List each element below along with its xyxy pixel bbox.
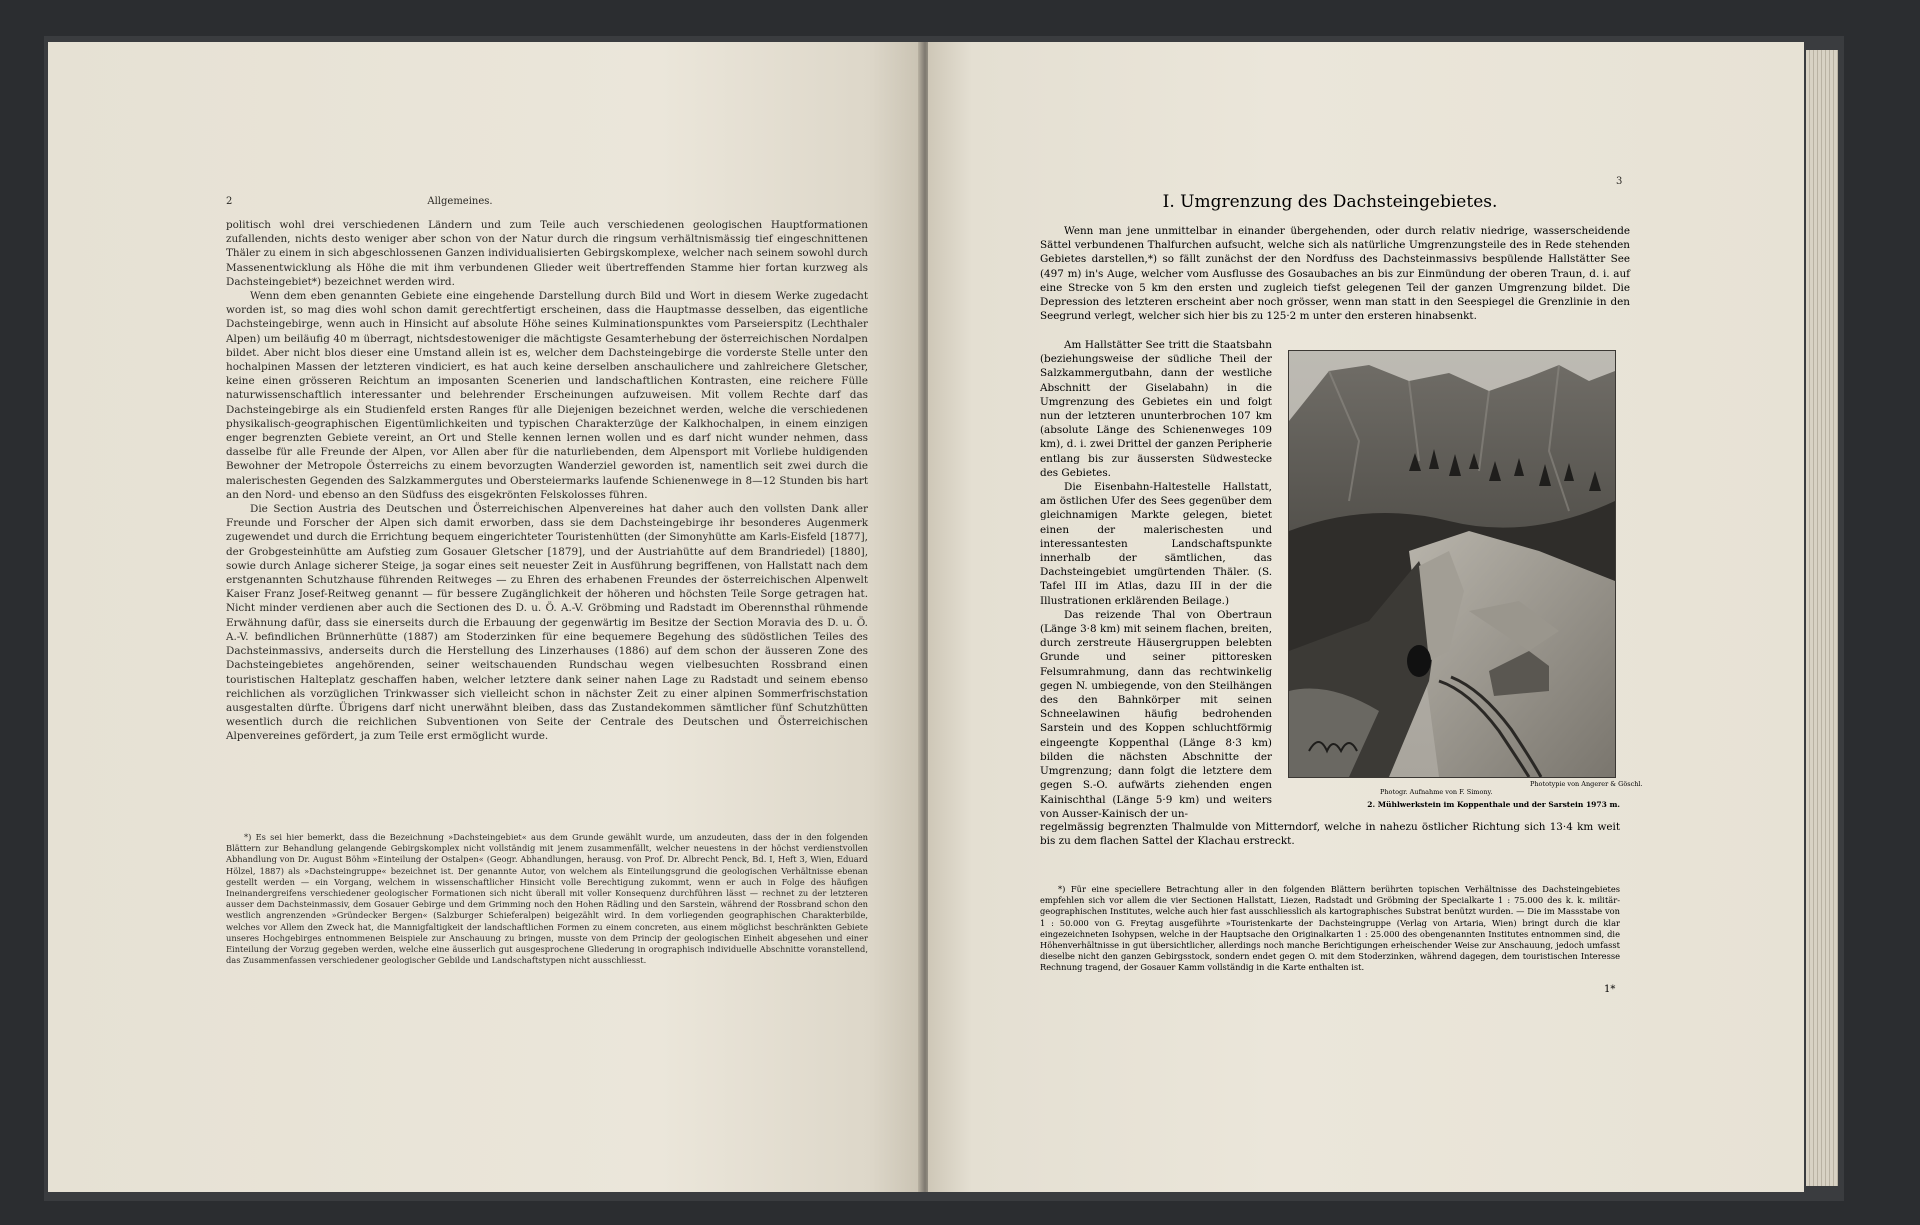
left-body-text	[226, 218, 868, 744]
signature-mark: 1*	[1604, 984, 1616, 995]
phototype-credit: Phototypie von Angerer & Göschl.	[1530, 780, 1643, 788]
right-footnote: *) Für eine speciellere Betrachtung aller in den folgenden Blättern berührten topischen Verhältnisse des Dachsteingebietes empfehlen sich vor allem die vier Sectionen Hallstatt, Liezen, Radstadt und Gröbming der Specialkarte 1 : 75.000 des k. k. militär-geographischen Institutes, welche auch hier fast ausschliesslich als kartographisches Substrat benützt wurden. — Die im Massstabe von 1 : 50.000 von G. Freytag ausgeführte »Touristenkarte der Dachsteingruppe (Verlag von Artaria, Wien) bringt durch die klar eingezeichneten Isohypsen, welche in der Hauptsache den Originalkarten 1 : 25.000 des obengenannten Institutes entnommen sind, die Höhenverhältnisse in gut übersichtlicher, allerdings noch manche Berichtigungen erheischender Weise zur Anschauung, jedoch umfasst dieselbe nicht den ganzen Gebirgsstock, sondern endet gegen O. mit dem Stoderzinken, während dagegen, dem touristischen Interesse Rechnung tragend, der Gosauer Kamm vollständig in die Karte enthalten ist.	[1040, 884, 1620, 973]
mountain-landscape-image	[1289, 351, 1615, 777]
paragraph: politisch wohl drei verschiedenen Ländern und zum Teile auch verschiedenen geologischen Hauptformationen zufallenden, nichts desto weniger aber schon von der Natur durch die ringsum verhältnismässig tief eingeschnittenen Thäler zu einem in sich abgeschlossenen Ganzen individualisierten Gebirgskomplexe, welcher nach seinem sowohl durch Massenentwicklung als Höhe die mit ihm verbundenen Glieder weit übertreffenden Stamme hier fortan kurzweg als Dachsteingebiet*) bezeichnet werden wird.	[226, 219, 868, 288]
left-page	[48, 42, 922, 1192]
page-edges	[1806, 50, 1838, 1186]
engraving-figure	[1288, 350, 1616, 778]
paragraph: Am Hallstätter See tritt die Staatsbahn (beziehungsweise der südliche Theil der Salzkammergutbahn, dann der westliche Abschnitt der Giselabahn) in die Umgrenzung des Gebietes ein und folgt nun der letzteren ununterbrochen 107 km (absolute Länge des Schienenweges 109 km), d. i. zwei Drittel der ganzen Peripherie entlang bis zur äussersten Südwestecke des Gebietes.	[1040, 339, 1273, 479]
right-column-text	[1040, 338, 1272, 821]
left-footnote: *) Es sei hier bemerkt, dass die Bezeichnung »Dachsteingebiet« aus dem Grunde gewählt wurde, um anzudeuten, dass der in den folgenden Blättern zur Behandlung gelangende Gebirgskomplex nicht vollständig mit jenem zusammenfällt, welcher neuestens in der höchst verdienstvollen Abhandlung von Dr. August Böhm »Einteilung der Ostalpen« (Geogr. Abhandlungen, herausg. von Prof. Dr. Albrecht Penck, Bd. I, Heft 3, Wien, Eduard Hölzel, 1887) als »Dachsteingruppe« bezeichnet ist. Der genannte Autor, von welchem als Einteilungsgrund die geologischen Verhältnisse ebenan gestellt werden — ein Vorgang, welchem in wissenschaftlicher Hinsicht volle Berechtigung zukommt, wenn er auch in Folge des häufigen Ineinandergreifens verschiedener geologischer Formationen sich nicht überall mit voller Konsequenz durchführen lässt — rechnet zu der letzteren ausser dem Dachsteinmassiv, dem Gosauer Gebirge und dem Grimming noch den Hohen Rädling und den Sarstein, während der Rossbrand schon den westlich angrenzenden »Gründecker Bergen« (Salzburger Schieferalpen) beigezählt wird. In dem vorliegenden geographischen Charakterbilde, welches vor Allem den Zweck hat, die Mannigfaltigkeit der landschaftlichen Formen zu einem concreten, aus einem möglichst beschränkten Gebiete unseres Hochgebirges entnommenen Beispiele zur Anschauung zu bringen, musste von dem Princip der geologischen Einheit abgesehen und einer Einteilung der Vorzug gegeben werden, welche eine äusserlich gut ausgesprochene Gliederung in orographisch individuelle Abschnitte voranstellend, das Zusammenfassen verschiedener geologischer Gebilde und Landschaftstypen nicht ausschliesst.	[226, 832, 868, 966]
left-running-head: Allgemeines.	[427, 196, 493, 207]
intro-paragraph	[1040, 224, 1630, 323]
chapter-title: I. Umgrenzung des Dachsteingebietes.	[1162, 192, 1498, 212]
paragraph: Die Eisenbahn-Haltestelle Hallstatt, am östlichen Ufer des Sees gegenüber dem gleichnamigen Markte gelegen, bietet einen der malerischesten und interessantesten Landschaftspunkte innerhalb der sämtlichen, das Dachsteingebiet umgürtenden Thäler. (S. Tafel III im Atlas, dazu III in der die Illustrationen erklärenden Beilage.)	[1040, 481, 1272, 607]
right-page-number: 3	[1616, 176, 1623, 187]
paragraph: Die Section Austria des Deutschen und Österreichischen Alpenvereines hat daher auch den vollsten Dank aller Freunde und Forscher der Alpen sich damit erworben, dass sie dem Dachsteingebirge ihr besonderes Augenmerk zugewendet und durch die Errichtung bequem eingerichteter Touristenhütten (der Simonyhütte am Karls-Eisfeld [1877], der Grobgesteinhütte am Aufstieg zum Gosauer Gletscher [1879], und der Austriahütte auf dem Brandriedel) [1880], sowie durch Anlage sicherer Steige, ja sogar eines seit neuester Zeit in Ausführung begriffenen, von Hallstatt nach dem erstgenannten Schutzhause führenden Reitweges — zu Ehren des erhabenen Freundes der österreichischen Alpenwelt Kaiser Franz Josef-Reitweg genannt — für bessere Zugänglichkeit der höheren und höchsten Teile Sorge getragen hat. Nicht minder verdienen aber auch die Sectionen des D. u. Ö. A.-V. Gröbming und Radstadt im Oberennsthal rühmende Erwähnung dafür, dass sie einerseits durch die Erbauung der gegenwärtig im Besitze der Section Moravia des D. u. Ö. A.-V. befindlichen Brünnerhütte (1887) am Stoderzinken für eine bequemere Begehung des südöstlichen Teiles des Dachsteinmassivs, anderseits durch die Herstellung des Linzerhauses (1886) auf dem schon der äusseren Zone des Dachsteingebietes angehörenden, seiner weitschauenden Rundschau wegen vielbesuchten Rossbrand einen touristischen Halteplatz geschaffen haben, welcher letztere dank seiner nahen Lage zu Radstadt und seinem ebenso reichlichen als vorzüglichen Trinkwasser sich vielleicht schon in nächster Zeit zu einer alpinen Sommerfrischstation ausgestalten dürfte. Übrigens darf nicht unerwähnt bleiben, dass das Zustandekommen sämtlicher fünf Schutzhütten wesentlich durch die reichlichen Subventionen von Seite der Centrale des Deutschen und Österreichischen Alpenvereines gefördert, ja zum Teile erst ermöglicht wurde.	[226, 503, 868, 743]
left-page-number: 2	[226, 196, 233, 207]
paragraph: Das reizende Thal von Obertraun (Länge 3·8 km) mit seinem flachen, breiten, durch zerstreute Häusergruppen belebten Grunde und seiner pittoresken Felsumrahmung, dann das rechtwinkelig gegen N. umbiegende, von den Steilhängen des den Bahnkörper mit seinen Schneelawinen häufig bedrohenden Sarstein und des Koppen schluchtförmig eingeengte Koppenthal (Länge 8·3 km) bilden die nächsten Abschnitte der Umgrenzung; dann folgt die letztere dem gegen S.-O. aufwärts ziehenden engen Kainischthal (Länge 5·9 km) und weiters von Ausser-Kainisch der un-	[1040, 608, 1272, 820]
figure-caption: 2. Mühlwerkstein im Koppenthale und der Sarstein 1973 m.	[1367, 800, 1620, 809]
paragraph: Wenn man jene unmittelbar in einander übergehenden, oder durch relativ niedrige, wasserscheidende Sättel verbundenen Thalfurchen aufsucht, welche sich als natürliche Umgrenzungsteile des in Rede stehenden Gebietes darstellen,*) so fällt zunächst der den Nordfuss des Dachsteinmassivs bespülende Hallstätter See (497 m) in's Auge, welcher vom Ausflusse des Gosaubaches an bis zur Einmündung der oberen Traun, d. i. auf eine Strecke von 5 km den ersten und zugleich tiefst gelegenen Teil der ganzen Umgrenzung bildet. Die Depression des letzteren erscheint aber noch grösser, wenn man statt in den Seespiegel die Grenzlinie in den Seegrund verlegt, welcher sich hier bis zu 125·2 m unter den ersteren hinabsenkt.	[1040, 225, 1630, 323]
paragraph: regelmässig begrenzten Thalmulde von Mitterndorf, welche in nahezu östlicher Richtung sich 13·4 km weit bis zu dem flachen Sattel der Klachau erstreckt.	[1040, 821, 1620, 848]
continuation-text	[1040, 820, 1620, 848]
paragraph: Wenn dem eben genannten Gebiete eine eingehende Darstellung durch Bild und Wort in diesem Werke zugedacht worden ist, so mag dies wohl schon damit gerechtfertigt erscheinen, dass die Hauptmasse desselben, das eigentliche Dachsteingebirge, wenn auch in Hinsicht auf absolute Höhe seines Kulminationspunktes vom Parseierspitz (Lechthaler Alpen) um beiläufig 40 m überragt, nichtsdestoweniger die mächtigste Gesamterhebung der österreichischen Nordalpen bildet. Aber nicht blos dieser eine Umstand allein ist es, welcher dem Dachsteingebirge die vorderste Stelle unter den hochalpinen Massen der letzteren vindiciert, es hat auch keine derselben anschaulichere und zahlreichere Gletscher, keine einen grösseren Reichtum an imposanten Scenerien und landschaftlichen Kontrasten, eine reichere Fülle naturwissenschaftlich interessanter und belehrender Erscheinungen aufzuweisen. Mit vollem Rechte darf das Dachsteingebirge als ein Studienfeld ersten Ranges für alle Diejenigen bezeichnet werden, welche die verschiedenen physikalisch-geographischen Eigentümlichkeiten und typischen Charakterzüge der Kalkhochalpen, in einem einzigen enger begrenzten Gebiete vereint, an Ort und Stelle kennen lernen wollen und es darf nicht wunder nehmen, dass dasselbe für alle Freunde der Alpen, vor Allen aber für die naturliebenden, dem Alpensport mit Vorliebe huldigenden Bewohner der Metropole Österreichs zu einem bevorzugten Wanderziel geworden ist, namentlich seit zwei durch die malerischesten Gegenden des Salzkammergutes und Obersteiermarks laufende Schienenwege in 8—12 Stunden bis hart an den Nord- und ebenso an den Südfuss des eisgekrönten Felskolosses führen.	[226, 290, 868, 501]
photo-credit: Photogr. Aufnahme von F. Simony.	[1380, 788, 1493, 796]
